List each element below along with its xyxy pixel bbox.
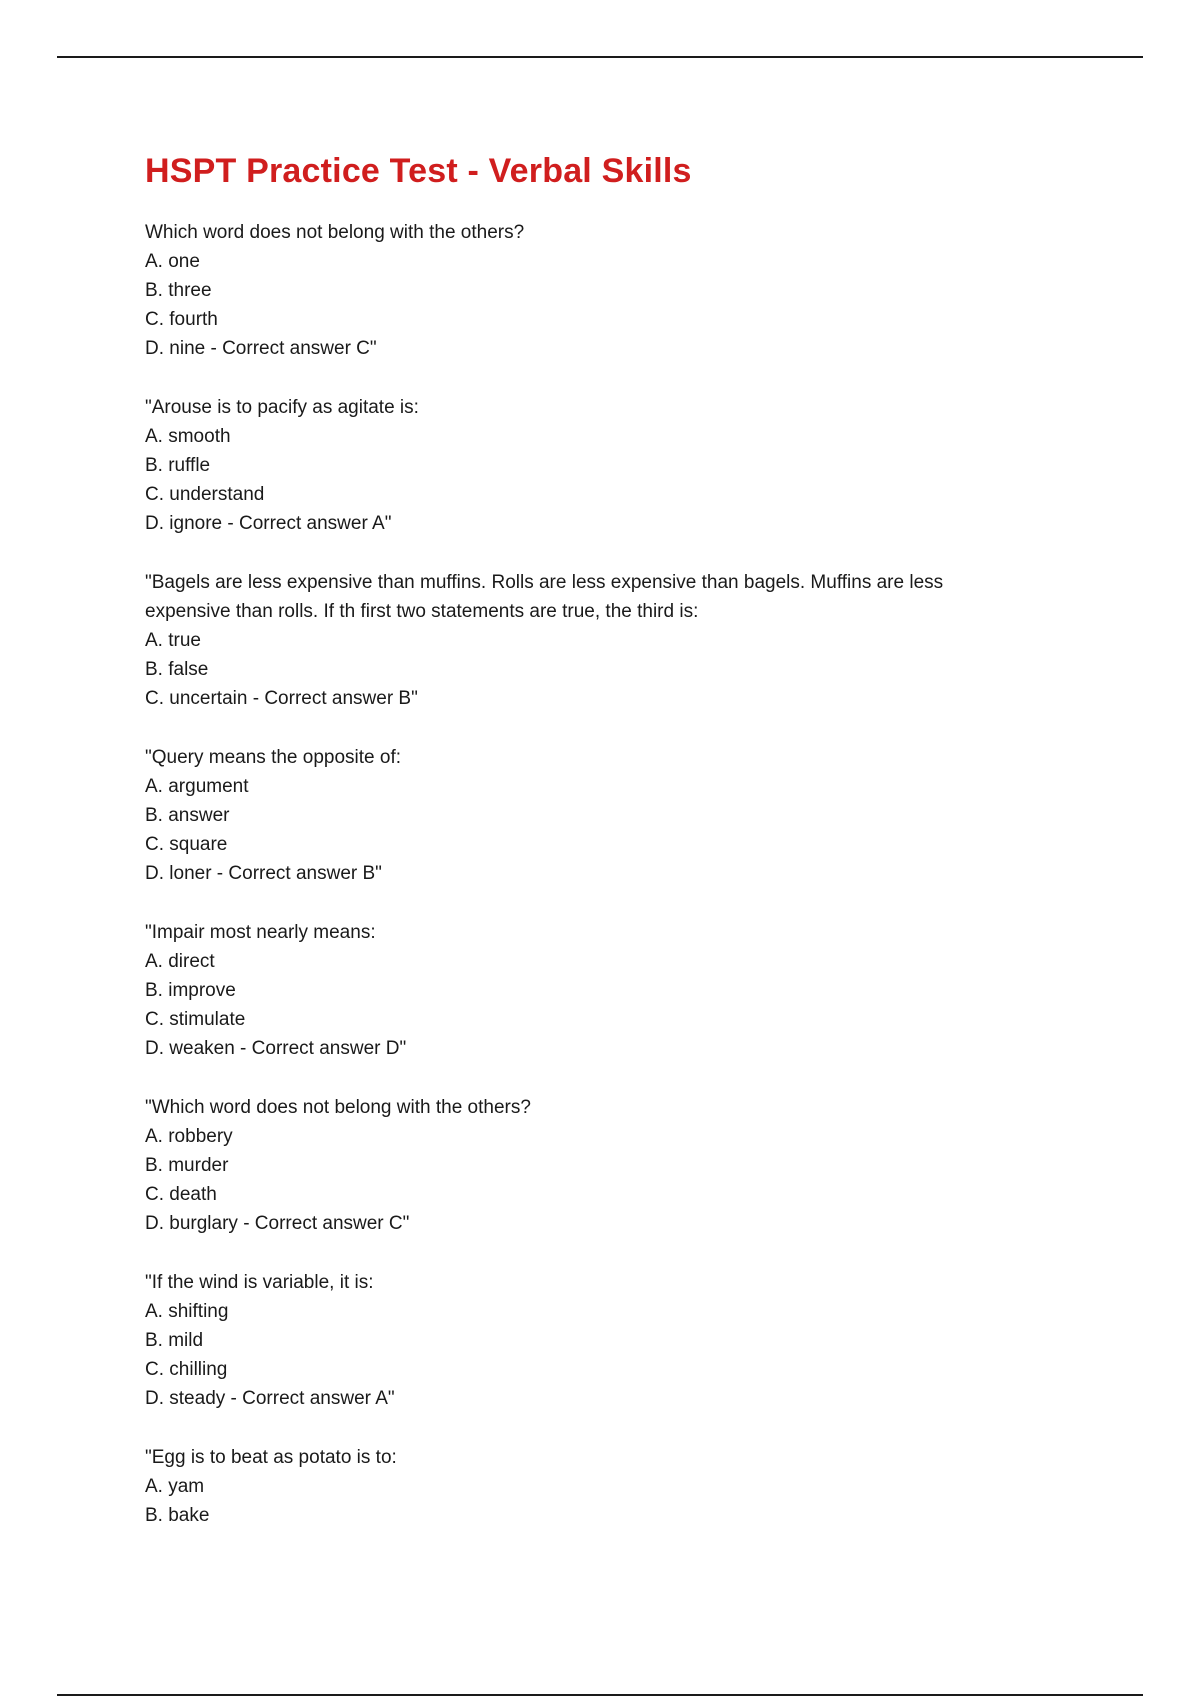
question-text: Which word does not belong with the others? xyxy=(145,222,525,243)
answer-option: B. ruffle xyxy=(145,455,211,476)
question-block xyxy=(145,568,1025,713)
question-list xyxy=(145,218,1025,1530)
answer-option: C. square xyxy=(145,834,228,855)
question-block xyxy=(145,393,1025,538)
question-text: "Query means the opposite of: xyxy=(145,747,401,768)
document-title: HSPT Practice Test - Verbal Skills xyxy=(145,152,692,190)
question-block xyxy=(145,918,1025,1063)
question-text: "Arouse is to pacify as agitate is: xyxy=(145,397,419,418)
answer-option: A. one xyxy=(145,251,200,272)
answer-option: B. bake xyxy=(145,1505,210,1526)
answer-option: A. smooth xyxy=(145,426,231,447)
answer-option: A. argument xyxy=(145,776,249,797)
answer-option: C. fourth xyxy=(145,309,218,330)
answer-option: A. direct xyxy=(145,951,215,972)
answer-option: B. murder xyxy=(145,1155,229,1176)
answer-option: B. improve xyxy=(145,980,236,1001)
question-text: "Egg is to beat as potato is to: xyxy=(145,1447,397,1468)
question-block xyxy=(145,1093,1025,1238)
answer-option: A. robbery xyxy=(145,1126,233,1147)
answer-option: C. chilling xyxy=(145,1359,228,1380)
question-block xyxy=(145,1268,1025,1413)
question-block xyxy=(145,743,1025,888)
answer-option: A. shifting xyxy=(145,1301,229,1322)
answer-option: D. ignore - Correct answer A" xyxy=(145,513,392,534)
top-rule xyxy=(57,56,1143,58)
question-block xyxy=(145,1443,1025,1530)
answer-option: C. understand xyxy=(145,484,265,505)
answer-option: B. answer xyxy=(145,805,230,826)
answer-option: B. false xyxy=(145,659,209,680)
answer-option: expensive than rolls. If th first two statements are true, the third is: xyxy=(145,601,699,622)
answer-option: D. loner - Correct answer B" xyxy=(145,863,382,884)
question-block xyxy=(145,218,1025,363)
answer-option: C. uncertain - Correct answer B" xyxy=(145,688,418,709)
answer-option: B. three xyxy=(145,280,212,301)
answer-option: B. mild xyxy=(145,1330,204,1351)
question-text: "If the wind is variable, it is: xyxy=(145,1272,374,1293)
answer-option: D. steady - Correct answer A" xyxy=(145,1388,395,1409)
answer-option: C. stimulate xyxy=(145,1009,246,1030)
document-body xyxy=(145,150,1025,1560)
answer-option: D. nine - Correct answer C" xyxy=(145,338,377,359)
bottom-rule xyxy=(57,1694,1143,1696)
answer-option: D. burglary - Correct answer C" xyxy=(145,1213,410,1234)
question-text: "Which word does not belong with the others? xyxy=(145,1097,531,1118)
question-text: "Bagels are less expensive than muffins. Rolls are less expensive than bagels. Muffins are less xyxy=(145,572,944,593)
answer-option: A. true xyxy=(145,630,201,651)
answer-option: C. death xyxy=(145,1184,217,1205)
answer-option: D. weaken - Correct answer D" xyxy=(145,1038,407,1059)
question-text: "Impair most nearly means: xyxy=(145,922,376,943)
answer-option: A. yam xyxy=(145,1476,205,1497)
